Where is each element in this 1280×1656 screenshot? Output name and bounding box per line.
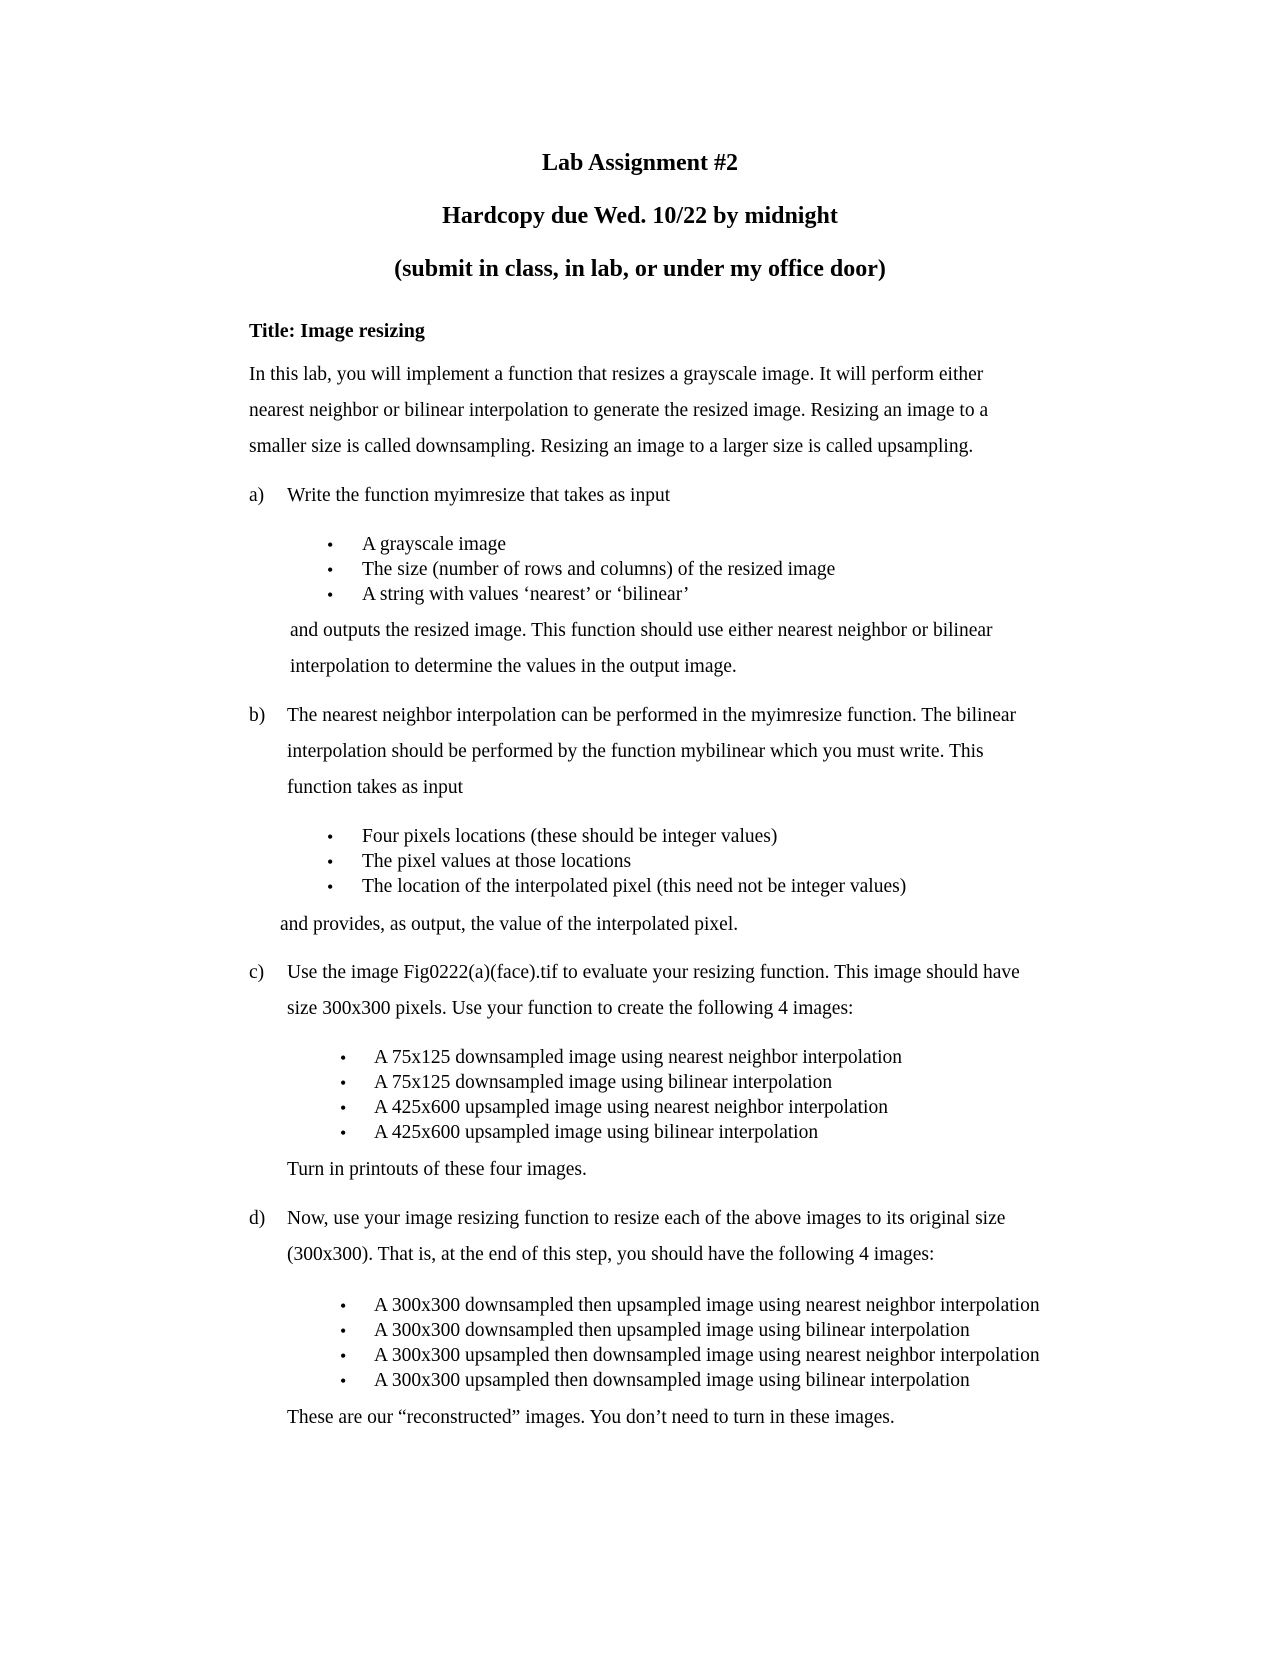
bullet-icon: • bbox=[340, 1098, 347, 1118]
section-b-marker: b) bbox=[249, 705, 266, 726]
bullet-icon: • bbox=[327, 585, 334, 605]
section-a-after: and outputs the resized image. This function should use either nearest neighbor or bilinear bbox=[290, 620, 993, 641]
section-d-after: These are our “reconstructed” images. You don’t need to turn in these images. bbox=[287, 1407, 895, 1428]
bullet-icon: • bbox=[340, 1371, 347, 1391]
section-d-bullet: A 300x300 upsampled then downsampled image using bilinear interpolation bbox=[374, 1370, 970, 1391]
section-b-lead: function takes as input bbox=[287, 777, 464, 798]
section-c-bullet: A 75x125 downsampled image using bilinear interpolation bbox=[374, 1072, 833, 1093]
section-b-bullet: The pixel values at those locations bbox=[362, 851, 632, 872]
bullet-icon: • bbox=[327, 877, 334, 897]
section-a-lead: Write the function myimresize that takes as input bbox=[287, 485, 671, 506]
section-b-bullet: Four pixels locations (these should be integer values) bbox=[362, 826, 778, 847]
section-a-bullet: The size (number of rows and columns) of the resized image bbox=[362, 559, 836, 580]
section-c-bullet: A 425x600 upsampled image using bilinear interpolation bbox=[374, 1122, 819, 1143]
section-b-lead: interpolation should be performed by the function mybilinear which you must write. This bbox=[287, 741, 984, 762]
bullet-icon: • bbox=[340, 1321, 347, 1341]
section-c-marker: c) bbox=[249, 962, 265, 983]
section-d-bullet: A 300x300 upsampled then downsampled image using nearest neighbor interpolation bbox=[374, 1345, 1040, 1366]
heading-due-date: Hardcopy due Wed. 10/22 by midnight bbox=[442, 203, 838, 229]
section-c-lead: Use the image Fig0222(a)(face).tif to evaluate your resizing function. This image should have bbox=[287, 962, 1020, 983]
section-c-bullet: A 425x600 upsampled image using nearest neighbor interpolation bbox=[374, 1097, 888, 1118]
section-c-lead: size 300x300 pixels. Use your function to create the following 4 images: bbox=[287, 998, 854, 1019]
section-d-bullet: A 300x300 downsampled then upsampled image using nearest neighbor interpolation bbox=[374, 1295, 1040, 1316]
bullet-icon: • bbox=[340, 1073, 347, 1093]
section-d-bullet: A 300x300 downsampled then upsampled image using bilinear interpolation bbox=[374, 1320, 970, 1341]
intro-line: nearest neighbor or bilinear interpolation to generate the resized image. Resizing an image to a bbox=[249, 400, 989, 421]
intro-line: smaller size is called downsampling. Resizing an image to a larger size is called upsampling. bbox=[249, 436, 974, 457]
section-b-bullet: The location of the interpolated pixel (this need not be integer values) bbox=[362, 876, 907, 897]
document-title: Title: Image resizing bbox=[249, 320, 425, 342]
bullet-icon: • bbox=[327, 535, 334, 555]
section-d-marker: d) bbox=[249, 1208, 266, 1229]
heading-lab-assignment: Lab Assignment #2 bbox=[541, 150, 739, 176]
bullet-icon: • bbox=[340, 1296, 347, 1316]
bullet-icon: • bbox=[340, 1123, 347, 1143]
section-d-lead: Now, use your image resizing function to resize each of the above images to its original size bbox=[287, 1208, 1006, 1229]
section-b-lead: The nearest neighbor interpolation can be performed in the myimresize function. The bilinear bbox=[287, 705, 1017, 726]
bullet-icon: • bbox=[327, 560, 334, 580]
section-a-after: interpolation to determine the values in the output image. bbox=[290, 656, 737, 677]
section-d-lead: (300x300). That is, at the end of this step, you should have the following 4 images: bbox=[287, 1244, 935, 1265]
section-a-bullet: A grayscale image bbox=[362, 534, 507, 555]
section-a-marker: a) bbox=[249, 485, 265, 506]
intro-line: In this lab, you will implement a function that resizes a grayscale image. It will perform either bbox=[249, 364, 984, 385]
section-a-bullet: A string with values ‘nearest’ or ‘bilinear’ bbox=[362, 584, 690, 605]
section-b-after: and provides, as output, the value of the interpolated pixel. bbox=[280, 914, 739, 935]
section-c-after: Turn in printouts of these four images. bbox=[287, 1159, 587, 1180]
heading-submit-instructions: (submit in class, in lab, or under my office door) bbox=[394, 256, 886, 282]
bullet-icon: • bbox=[327, 827, 334, 847]
bullet-icon: • bbox=[327, 852, 334, 872]
bullet-icon: • bbox=[340, 1346, 347, 1366]
bullet-icon: • bbox=[340, 1048, 347, 1068]
section-c-bullet: A 75x125 downsampled image using nearest neighbor interpolation bbox=[374, 1047, 903, 1068]
